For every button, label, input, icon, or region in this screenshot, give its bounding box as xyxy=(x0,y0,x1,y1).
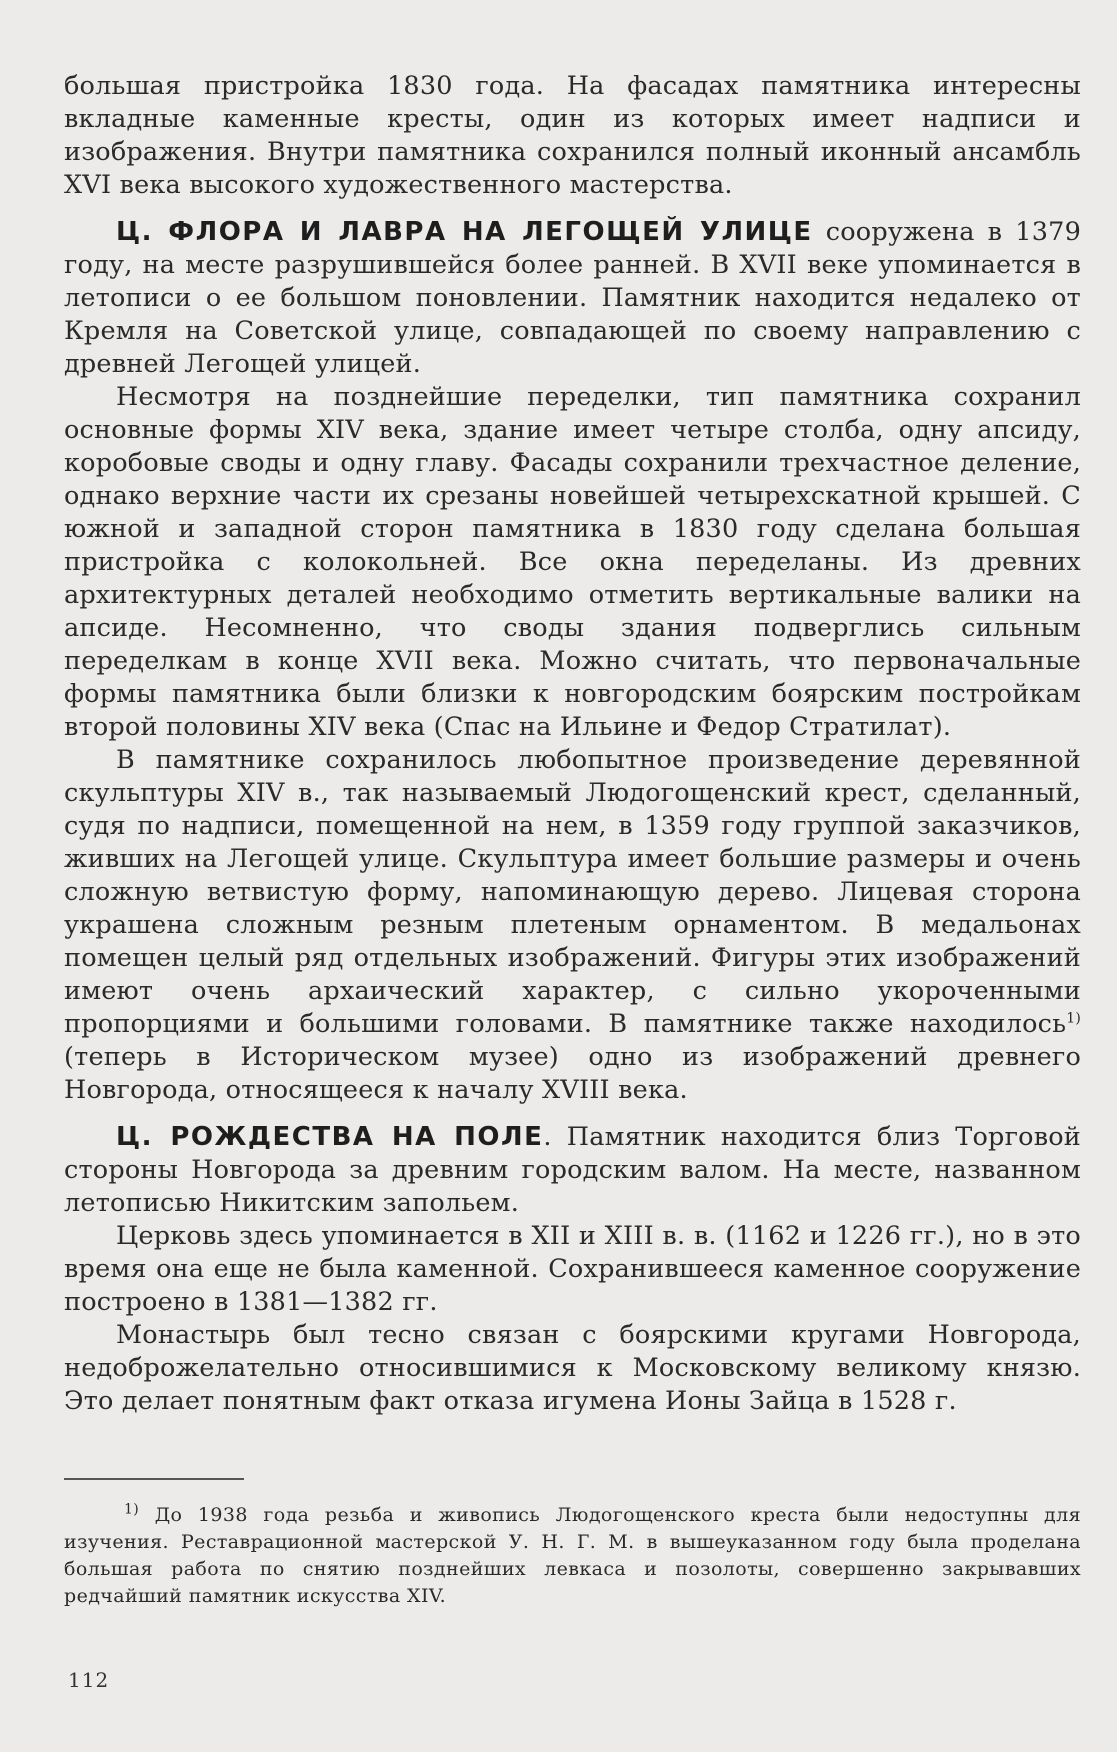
section-flora-lavra-intro-text: сооружена в 1379 году, на месте разрушившейся более ранней. В XVII веке упоминается в летописи о ее большом поновлении. Памятник находится недалеко от Кремля на Советской улице, совпадающей по своему направлению с древней Легощей улицей. xyxy=(64,217,1081,379)
footnote-reference[interactable]: 1) xyxy=(1066,1010,1081,1027)
paragraph-3-text-before: В памятнике сохранилось любопытное произведение деревянной скульптуры XIV в., так называемый Людогощенский крест, сделанный, судя по надписи, помещенной на нем, в 1359 году группой заказчиков, живших на Легощей улице. Скульптура имеет большие размеры и очень сложную ветвистую форму, напоминающую дерево. Лицевая сторона украшена сложным резным плетеным орнаментом. В медальонах помещен целый ряд отдельных изображений. Фигуры этих изображений имеют очень архаический характер, с сильно укороченными пропорциями и большими головами. В памятнике также находилось xyxy=(64,745,1081,1039)
section-flora-lavra-paragraph-2: Несмотря на позднейшие переделки, тип памятника сохранил основные формы XIV века, здание имеет четыре столба, одну апсиду, коробовые своды и одну главу. Фасады сохранили трехчастное деление, однако верхние части их срезаны новейшей четырехскатной крышей. С южной и западной сторон памятника в 1830 году сделана большая пристройка с колокольней. Все окна переделаны. Из древних архитектурных деталей необходимо отметить вертикальные валики на апсиде. Несомненно, что своды здания подверглись сильным переделкам в конце XVII века. Можно считать, что первоначальные формы памятника были близки к новгородским боярским постройкам второй половины XIV века (Спас на Ильине и Федор Стратилат). xyxy=(64,382,1081,742)
section-rozhdestva-paragraph-2: Церковь здесь упоминается в XII и XIII в. в. (1162 и 1226 гг.), но в это время она еще не была каменной. Сохранившееся каменное сооружение построено в 1381—1382 гг. xyxy=(64,1221,1081,1317)
page-number: 112 xyxy=(68,1668,110,1692)
footnote-text: До 1938 года резьба и живопись Людогощенского креста были недоступны для изучения. Реставрационной мастерской У. Н. Г. М. в вышеуказанном году была проделана большая работа по снятию позднейших левкаса и позолоты, совершенно закрывавших редчайший памятник искусства XIV. xyxy=(64,1504,1081,1607)
section-rozhdestva-intro xyxy=(64,1121,1081,1220)
section-flora-lavra-paragraph-3 xyxy=(64,744,1081,1107)
section-heading-rozhdestva: Ц. РОЖДЕСТВА НА ПОЛЕ xyxy=(116,1122,544,1152)
section-rozhdestva-intro-text: . Памятник находится близ Торговой стороны Новгорода за древним городским валом. На месте, названном летописью Никитским запольем. xyxy=(64,1122,1081,1218)
footnote-divider xyxy=(64,1478,244,1480)
footnote-mark: 1) xyxy=(124,1501,140,1518)
paragraph-3-text-after: (теперь в Историческом музее) одно из изображений древнего Новгорода, относящееся к началу XVIII века. xyxy=(64,1042,1081,1105)
section-flora-lavra-intro xyxy=(64,216,1081,381)
main-text xyxy=(64,70,1081,1418)
opening-paragraph: большая пристройка 1830 года. На фасадах памятника интересны вкладные каменные кресты, один из которых имеет надписи и изображения. Внутри памятника сохранился полный иконный ансамбль XVI века высокого художественного мастерства. xyxy=(64,71,1081,200)
footnote xyxy=(64,1502,1081,1610)
section-heading-flora-lavra: Ц. ФЛОРА И ЛАВРА НА ЛЕГОЩЕЙ УЛИЦЕ xyxy=(116,217,813,247)
section-rozhdestva-paragraph-3: Монастырь был тесно связан с боярскими кругами Новгорода, недоброжелательно относившимися к Московскому великому князю. Это делает понятным факт отказа игумена Ионы Зайца в 1528 г. xyxy=(64,1320,1081,1416)
